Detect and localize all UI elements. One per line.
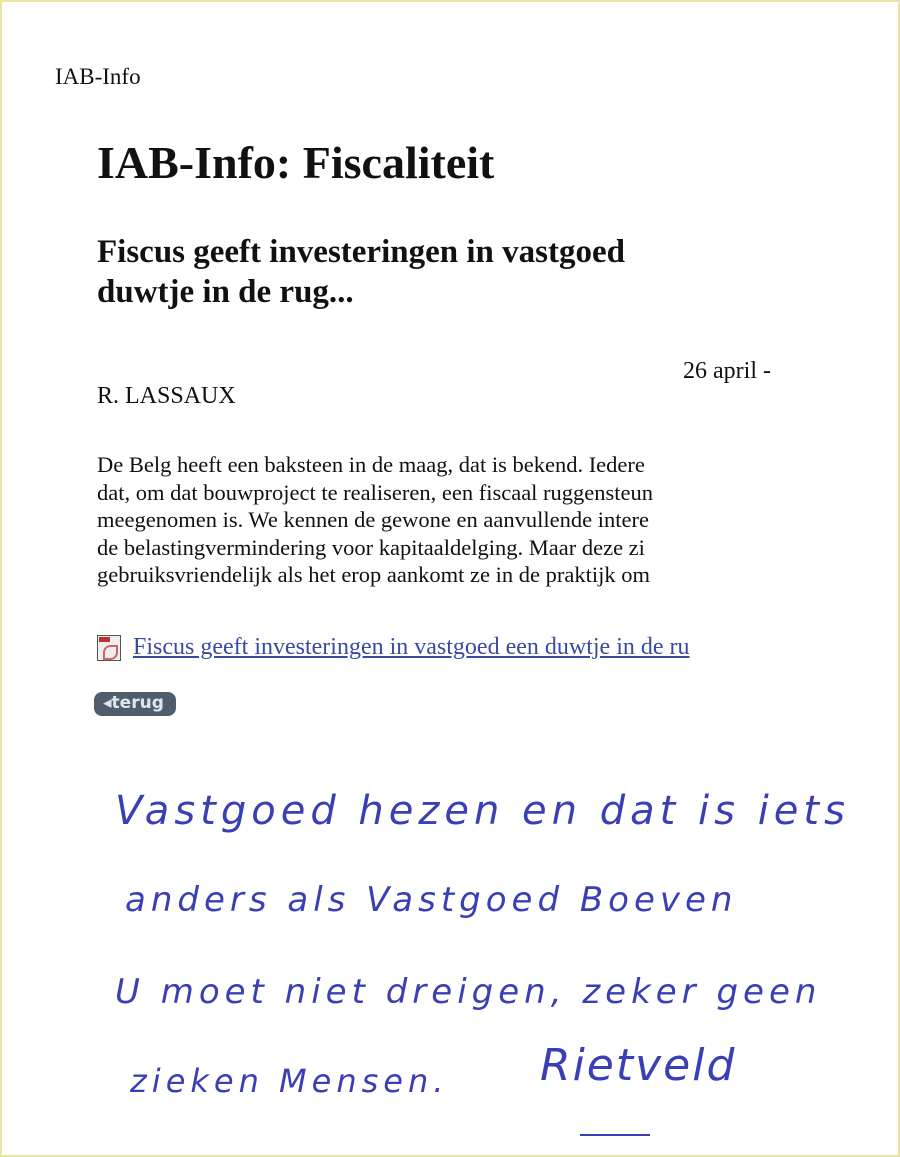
- handwritten-signature: Rietveld: [540, 1040, 737, 1091]
- body-line: de belastingvermindering voor kapitaaldelging. Maar deze zi: [97, 534, 645, 560]
- article-title-line: Fiscus geeft investeringen in vastgoed: [97, 234, 625, 270]
- back-button-label: terug: [111, 693, 164, 713]
- body-line: De Belg heeft een baksteen in de maag, dat is bekend. Iedere: [97, 452, 645, 477]
- handwritten-note-line: zieken Mensen.: [130, 1062, 449, 1100]
- pdf-icon: [97, 635, 121, 661]
- back-arrow-icon: ◂: [103, 693, 112, 713]
- signature-underline: [580, 1134, 650, 1136]
- body-line: gebruiksvriendelijk als het erop aankomt ze in de praktijk om: [97, 562, 650, 587]
- article-author: R. LASSAUX: [97, 383, 236, 409]
- article-body: [97, 451, 790, 589]
- body-line: meegenomen is. We kennen de gewone en aanvullende intere: [97, 507, 649, 532]
- handwritten-note-line: U moet niet dreigen, zeker geen: [115, 972, 822, 1012]
- attachment: [97, 634, 790, 661]
- body-line: dat, om dat bouwproject te realiseren, een fiscaal ruggensteun: [97, 479, 654, 505]
- article-title: [97, 232, 625, 312]
- handwritten-note-line: anders als Vastgoed Boeven: [125, 880, 738, 920]
- site-label: IAB-Info: [55, 64, 141, 89]
- article-date: 26 april -: [683, 358, 771, 384]
- attachment-link[interactable]: Fiscus geeft investeringen in vastgoed een duwtje in de ru: [133, 634, 690, 660]
- page-title: IAB-Info: Fiscaliteit: [97, 137, 495, 188]
- article-title-line: duwtje in de rug...: [97, 274, 354, 310]
- handwritten-note-line: Vastgoed hezen en dat is iets: [115, 788, 850, 834]
- back-button[interactable]: [94, 692, 176, 716]
